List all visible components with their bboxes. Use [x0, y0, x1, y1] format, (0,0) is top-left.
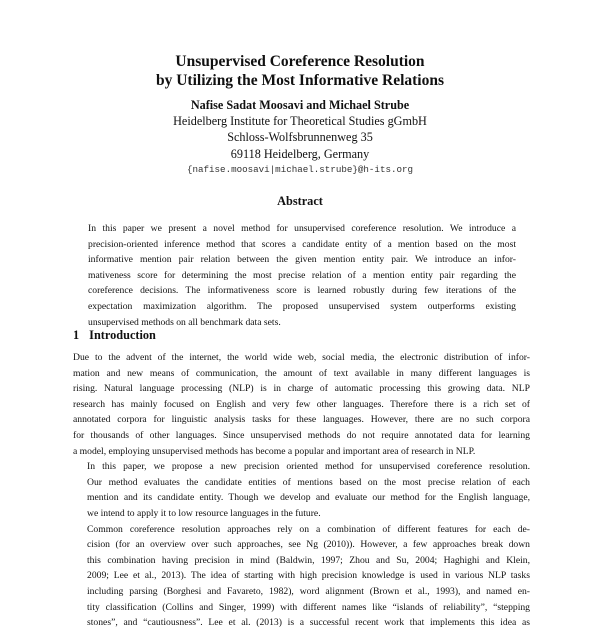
text-line: a model, employing unsupervised methods has become a popular and important area of research in NLP. — [73, 445, 476, 457]
section-number: 1 — [73, 328, 80, 342]
author-email: {nafise.moosavi|michael.strube}@h-its.org — [186, 163, 414, 175]
text-line: we intend to apply it to low resource languages in the future. — [87, 507, 321, 519]
author-city: 69118 Heidelberg, Germany — [230, 146, 370, 161]
abstract-heading: Abstract — [277, 194, 323, 208]
text-line: stones”, and “cautiousness”. Lee et al. (2013) is a successful recent work that implements this idea as — [87, 617, 530, 629]
intro-paragraph-1 — [73, 350, 530, 459]
author-names: Nafise Sadat Moosavi and Michael Strube — [190, 98, 410, 112]
author-block — [0, 97, 600, 178]
section-title: Introduction — [89, 328, 156, 342]
intro-paragraph-2 — [73, 459, 530, 521]
abstract-line: informative mention pair relation between the given mention entity pair. We introduce an infor- — [88, 254, 516, 266]
author-street: Schloss-Wolfsbrunnenweg 35 — [227, 130, 373, 145]
text-line: Common coreference resolution approaches rely on a combination of different features for each de- — [87, 523, 530, 535]
title-line-1: Unsupervised Coreference Resolution — [175, 53, 425, 70]
text-line: tity classification (Collins and Singer, 1999) with different names like “islands of reliability”, “stepping — [87, 601, 530, 613]
author-affiliation: Heidelberg Institute for Theoretical Studies gGmbH — [173, 114, 427, 129]
section-heading-introduction — [73, 328, 156, 343]
abstract-line: expectation maximization algorithm. The proposed unsupervised system outperforms existing — [88, 300, 516, 312]
title-line-2: by Utilizing the Most Informative Relations — [155, 72, 444, 89]
text-line: mention and its candidate entity. Though we develop and evaluate our method for the English language, — [87, 492, 530, 504]
abstract-line: In this paper we present a novel method for unsupervised coreference resolution. We introduce a — [88, 223, 516, 234]
abstract-line: precision-oriented inference method that scores a candidate entity of a mention based on the most — [88, 238, 516, 250]
text-line: In this paper, we propose a new precision oriented method for unsupervised coreference resolution. — [87, 461, 530, 473]
abstract-line: mativeness score for determining the most precise relation of a mention entity pair regarding the — [88, 269, 516, 281]
text-line: rising. Natural language processing (NLP) is in charge of automatic processing this growing data. NLP — [73, 383, 530, 395]
abstract-line: coreference decisions. The informativeness score is learned robustly during few iterations of the — [88, 285, 516, 297]
text-line: this combination having precision in mind (Baldwin, 1997; Zhou and Su, 2004; Haghighi and Klein, — [87, 554, 530, 566]
text-line: for thousands of other languages. Since unsupervised methods do not require annotated data for learning — [73, 429, 530, 441]
text-line: cision (for an overview over such approaches, see Ng (2010)). However, a few approaches break down — [87, 539, 530, 551]
text-line: 2009; Lee et al., 2013). The idea of starting with high precision knowledge is used in various NLP tasks — [87, 570, 530, 582]
text-line: research has mainly focused on English and very few other languages. Therefore there is a rich set of — [73, 398, 530, 410]
text-line: including parsing (Borghesi and Favareto, 1982), word alignment (Brown et al., 1993), and named en- — [87, 585, 530, 597]
text-line: Our method evaluates the candidate entities of mentions based on the most precise relation of each — [87, 476, 530, 488]
paper-title — [0, 52, 600, 90]
text-line: annotated corpora for linguistic analysis tasks for these languages. However, there are no such corpora — [73, 414, 530, 426]
text-line: Due to the advent of the internet, the world wide web, social media, the electronic distribution of infor- — [73, 352, 530, 363]
text-line: mation and new means of communication, the amount of text available in many different languages is — [73, 367, 530, 379]
intro-paragraph-3 — [73, 522, 530, 631]
abstract-body — [88, 221, 516, 330]
introduction-body — [73, 350, 530, 631]
abstract-line: unsupervised methods on all benchmark data sets. — [88, 316, 281, 328]
